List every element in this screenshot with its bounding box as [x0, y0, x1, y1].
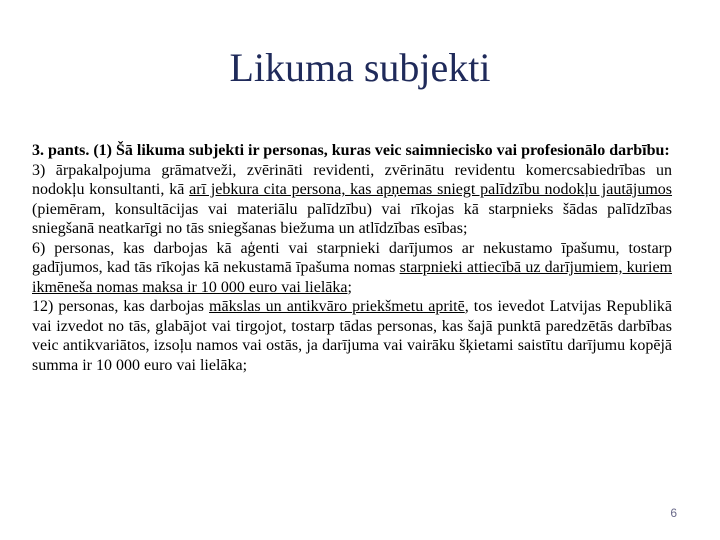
paragraph-article-3	[32, 141, 672, 161]
item-3-underlined: arī jebkura cita persona, kas apņemas sniegt palīdzību nodokļu jautājumos	[189, 181, 673, 198]
item-3-text-end: (piemēram, konsultācijas vai materiālu palīdzību) vai rīkojas kā starpnieks šādas palīdzības sniegšanā neatkarīgi no tās sniegšanas biežuma un atlīdzības esības;	[32, 200, 672, 237]
slide-title: Likuma subjekti	[229, 45, 491, 90]
item-12-text-start: 12) personas, kas darbojas	[32, 298, 210, 315]
slide-body	[32, 141, 672, 375]
paragraph-item-12	[32, 297, 672, 375]
page-number: 6	[670, 506, 677, 520]
item-3-text-start: 3) ārpakalpojuma grāmatveži, zvērināti revidenti, zvērinātu revidentu komercsabiedrības un nodokļu konsultanti, kā	[32, 161, 672, 198]
item-6-text-start: 6) personas, kas darbojas kā aģenti vai starpnieki darījumos ar nekustamo īpašumu, tostarp gadījumos, kad tās rīkojas kā nekustamā īpašuma nomas	[32, 239, 672, 276]
paragraph-item-3	[32, 161, 672, 239]
article-intro: 3. pants. (1) Šā likuma subjekti ir personas, kuras veic saimniecisko vai profesionālo darbību:	[32, 142, 670, 159]
item-12-underlined: mākslas un antikvāro priekšmetu apritē	[209, 298, 465, 315]
item-12-text-end: , tos ievedot Latvijas Republikā vai izvedot no tās, glabājot vai tirgojot, tostarp tādas personas, kas šajā punktā paredzētās darbības veic antikvariātos, izsoļu namos vai ostās, ja darījuma vai vairāku šķietami saistītu darījumu kopējā summa ir 10 000 euro vai lielāka;	[32, 298, 673, 374]
item-6-text-end: ;	[347, 278, 352, 296]
paragraph-item-6	[32, 239, 672, 298]
item-6-underlined: starpnieki attiecībā uz darījumiem, kuriem ikmēneša nomas maksa ir 10 000 euro vai lielāka	[32, 259, 672, 296]
